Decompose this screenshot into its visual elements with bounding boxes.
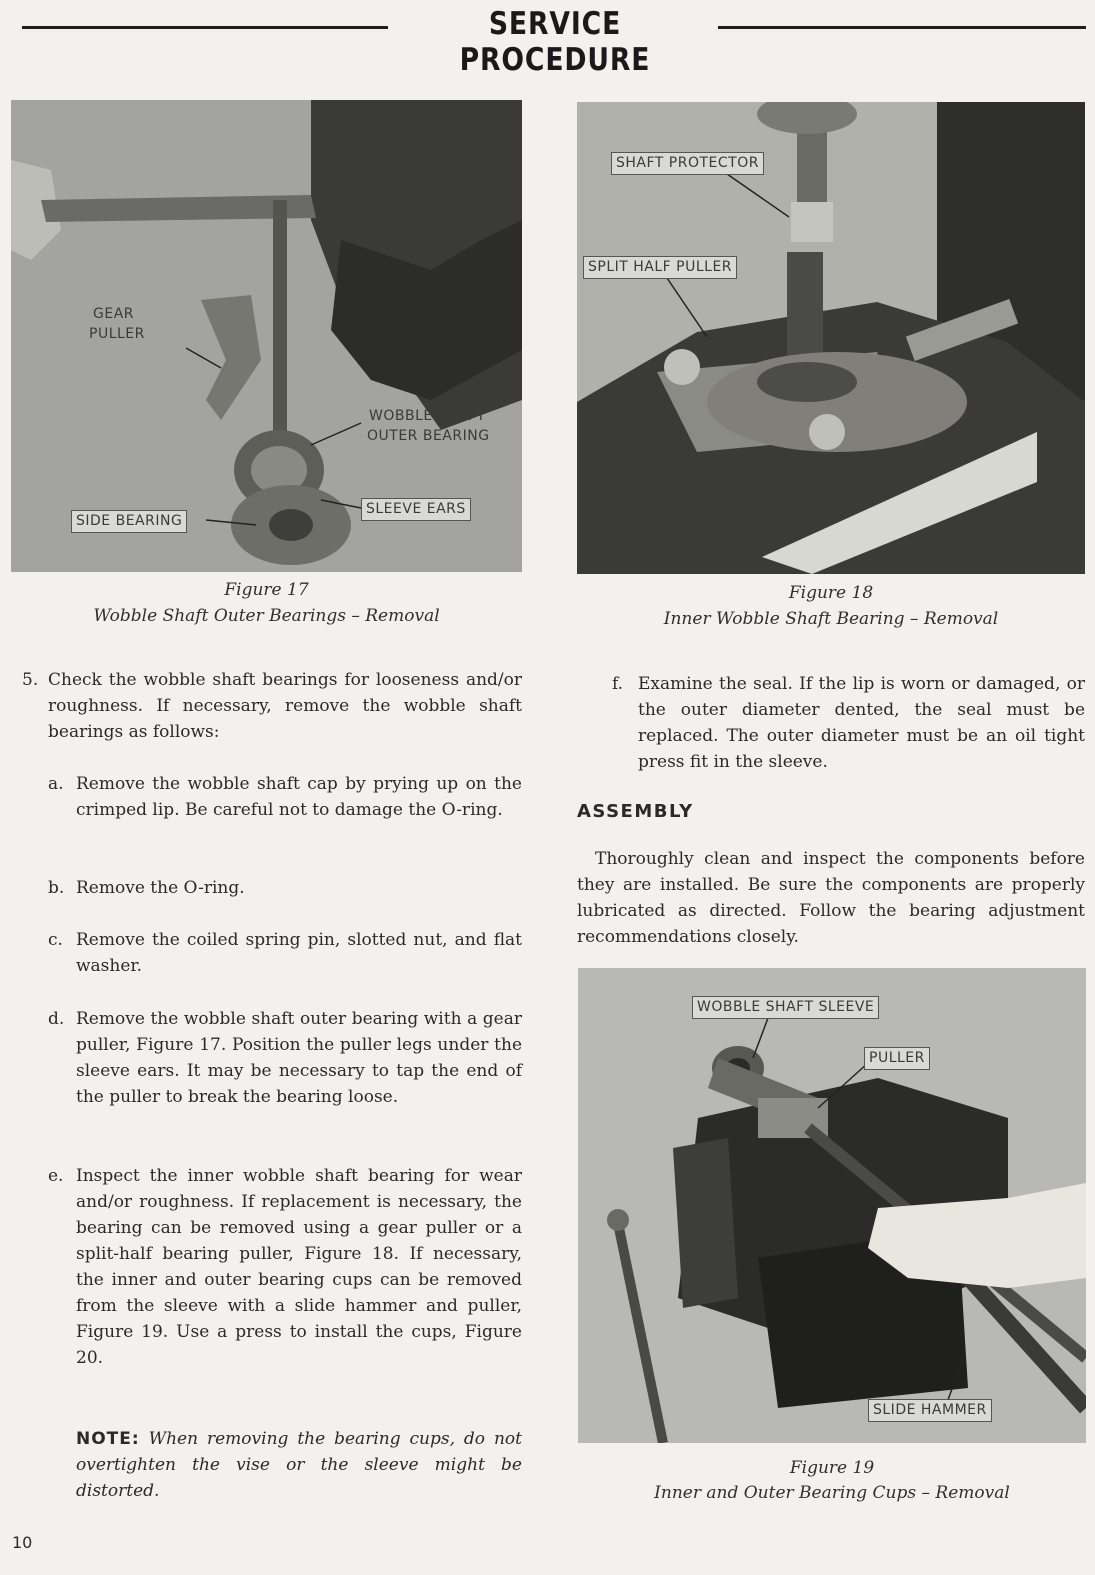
- step-5-text: Check the wobble shaft bearings for looseness and/or roughness. If necessary, remove the wobble shaft bearings as follows:: [48, 670, 522, 742]
- note-label: NOTE:: [76, 1429, 140, 1449]
- step-f-marker: f.: [612, 674, 624, 694]
- label-side-bearing: SIDE BEARING: [71, 510, 187, 533]
- note-text: When removing the bearing cups, do not overtighten the vise or the sleeve might be distorted.: [76, 1429, 522, 1501]
- step-d-text: Remove the wobble shaft outer bearing with a gear puller, Figure 17. Position the puller legs under the sleeve ears. It may be necessary to tap the end of the puller to break the bearing loose.: [76, 1009, 522, 1107]
- figure-19-title: Inner and Outer Bearing Cups – Removal: [654, 1483, 1010, 1503]
- step-5-marker: 5.: [22, 670, 39, 690]
- label-gear-puller-line1: GEAR: [93, 306, 134, 322]
- label-shaft-protector: SHAFT PROTECTOR: [611, 152, 764, 175]
- figure-19-illustration: [578, 968, 1086, 1443]
- page-header: [0, 6, 1095, 78]
- label-outer-bearing-line2: OUTER BEARING: [367, 428, 490, 444]
- label-sleeve-ears: SLEEVE EARS: [361, 498, 471, 521]
- step-d-marker: d.: [48, 1009, 65, 1029]
- step-b-text: Remove the O-ring.: [76, 878, 245, 898]
- step-a-marker: a.: [48, 774, 64, 794]
- step-b-marker: b.: [48, 878, 65, 898]
- figure-18-number: Figure 18: [788, 583, 874, 603]
- figure-19-photo: [578, 968, 1086, 1443]
- assembly-heading: ASSEMBLY: [577, 801, 694, 822]
- page-title: SERVICE PROCEDURE: [459, 6, 651, 78]
- step-f-text: Examine the seal. If the lip is worn or damaged, or the outer diameter dented, the seal must be replaced. The outer diameter must be an oil tight press fit in the sleeve.: [638, 674, 1085, 772]
- step-e-text: Inspect the inner wobble shaft bearing for wear and/or roughness. If replacement is necessary, the bearing can be removed using a gear puller or a split-half bearing puller, Figure 18. If necessary, the inner and outer bearing cups can be removed from the sleeve with a slide hammer and puller, Figure 19. Use a press to install the cups, Figure 20.: [76, 1166, 522, 1368]
- figure-17-photo: [11, 100, 522, 572]
- label-wobble-shaft-sleeve: WOBBLE SHAFT SLEEVE: [692, 996, 879, 1019]
- header-rule-right: [718, 26, 1086, 29]
- figure-18-photo: [577, 102, 1085, 574]
- label-split-half-puller: SPLIT HALF PULLER: [583, 256, 737, 279]
- note-block: [76, 1426, 522, 1504]
- step-a-text: Remove the wobble shaft cap by prying up on the crimped lip. Be careful not to damage the O-ring.: [76, 774, 522, 820]
- header-rule-left: [22, 26, 388, 29]
- figure-18-title: Inner Wobble Shaft Bearing – Removal: [663, 609, 999, 629]
- figure-17-title: Wobble Shaft Outer Bearings – Removal: [93, 606, 440, 626]
- assembly-text: Thoroughly clean and inspect the components before they are installed. Be sure the components are properly lubricated as directed. Follow the bearing adjustment recommendations closely.: [577, 849, 1085, 947]
- label-wobble-shaft-line1: WOBBLE SHAFT: [369, 408, 486, 424]
- step-c-marker: c.: [48, 930, 63, 950]
- figure-17-number: Figure 17: [224, 580, 309, 600]
- page-number: 10: [12, 1533, 33, 1552]
- label-puller: PULLER: [864, 1047, 930, 1070]
- step-c-text: Remove the coiled spring pin, slotted nut, and flat washer.: [76, 930, 522, 976]
- figure-19-number: Figure 19: [789, 1458, 875, 1478]
- label-gear-puller-line2: PULLER: [89, 326, 145, 342]
- label-slide-hammer: SLIDE HAMMER: [868, 1399, 992, 1422]
- step-e-marker: e.: [48, 1166, 64, 1186]
